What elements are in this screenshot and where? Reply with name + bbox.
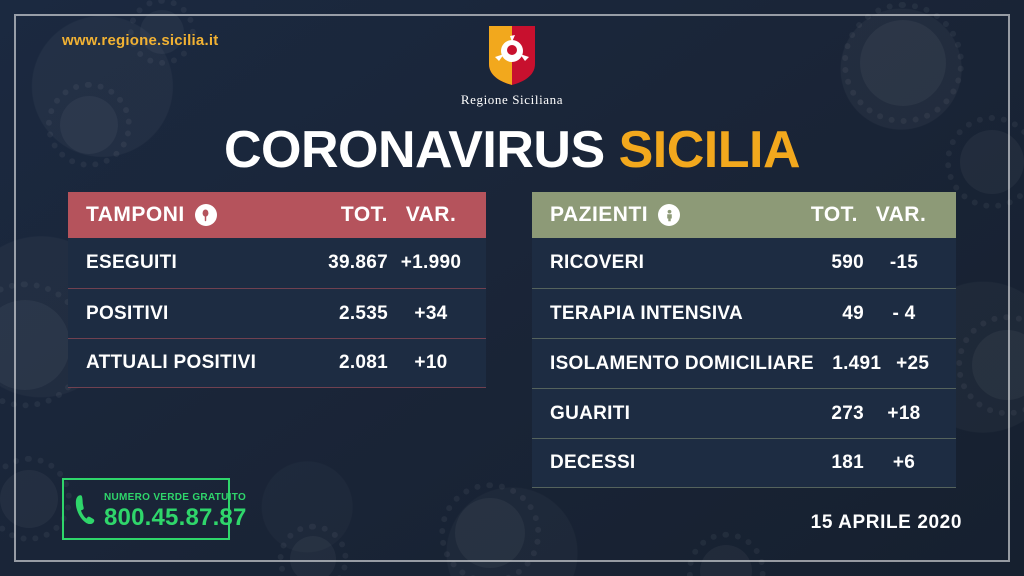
panel-pazienti bbox=[532, 192, 956, 488]
row-label: ATTUALI POSITIVI bbox=[86, 352, 257, 373]
table-row bbox=[68, 238, 486, 288]
panel-pazienti-col-var: VAR. bbox=[875, 203, 927, 226]
row-total: 2.535 bbox=[338, 302, 388, 324]
row-label: POSITIVI bbox=[86, 302, 169, 324]
decorative-virus bbox=[290, 536, 336, 576]
decorative-virus bbox=[0, 470, 58, 528]
table-row bbox=[68, 338, 486, 388]
helpline-label: NUMERO VERDE GRATUITO bbox=[104, 492, 247, 504]
panel-tamponi-col-tot: TOT. bbox=[340, 203, 388, 226]
table-row bbox=[532, 438, 956, 488]
panel-tamponi-header bbox=[68, 192, 486, 238]
row-total: 1.491 bbox=[832, 352, 882, 374]
row-label: DECESSI bbox=[550, 452, 636, 473]
row-variation: - 4 bbox=[892, 302, 916, 324]
report-date: 15 APRILE 2020 bbox=[810, 512, 962, 533]
row-label: ESEGUITI bbox=[86, 252, 178, 273]
row-total: 49 bbox=[842, 302, 864, 324]
row-variation: +18 bbox=[887, 402, 921, 424]
row-total: 2.081 bbox=[338, 352, 388, 373]
row-label: TERAPIA INTENSIVA bbox=[550, 302, 744, 324]
trinacria-crest-icon bbox=[485, 24, 539, 86]
decorative-virus bbox=[700, 545, 752, 576]
table-row bbox=[68, 288, 486, 338]
page-title-accent: SICILIA bbox=[618, 121, 801, 179]
crest-block bbox=[0, 24, 1024, 108]
patient-icon bbox=[658, 204, 680, 226]
decorative-virus bbox=[455, 498, 525, 568]
decorative-virus bbox=[972, 330, 1024, 400]
row-label: GUARITI bbox=[550, 402, 631, 424]
site-url[interactable]: www.regione.sicilia.it bbox=[62, 32, 219, 49]
row-total: 39.867 bbox=[328, 252, 388, 273]
row-total: 273 bbox=[831, 402, 864, 424]
helpline-text bbox=[104, 487, 247, 530]
panel-tamponi bbox=[68, 192, 486, 388]
row-total: 590 bbox=[831, 252, 864, 273]
table-row bbox=[532, 238, 956, 288]
panel-tamponi-title: TAMPONI bbox=[86, 203, 185, 226]
swab-icon bbox=[195, 204, 217, 226]
page-title bbox=[0, 120, 1024, 180]
table-row bbox=[532, 288, 956, 338]
page-title-main: CORONAVIRUS bbox=[223, 121, 605, 179]
helpline-box[interactable] bbox=[62, 478, 247, 540]
crest-label: Regione Siciliana bbox=[460, 92, 564, 107]
row-variation: +6 bbox=[892, 452, 916, 473]
phone-icon bbox=[72, 492, 98, 526]
row-variation: -15 bbox=[889, 252, 919, 273]
table-row bbox=[532, 338, 956, 388]
row-variation: +10 bbox=[414, 352, 448, 373]
panel-tamponi-col-var: VAR. bbox=[405, 203, 457, 226]
row-variation: +34 bbox=[414, 302, 448, 324]
decorative-virus bbox=[0, 300, 70, 390]
helpline-number: 800.45.87.87 bbox=[104, 504, 247, 532]
row-label: RICOVERI bbox=[550, 252, 645, 273]
row-label: ISOLAMENTO DOMICILIARE bbox=[550, 352, 814, 374]
panel-pazienti-title: PAZIENTI bbox=[550, 203, 649, 226]
panel-pazienti-col-tot: TOT. bbox=[810, 203, 858, 226]
row-variation: +1.990 bbox=[400, 252, 462, 273]
row-variation: +25 bbox=[896, 352, 930, 374]
table-row bbox=[532, 388, 956, 438]
panel-pazienti-header bbox=[532, 192, 956, 238]
row-total: 181 bbox=[831, 452, 864, 473]
